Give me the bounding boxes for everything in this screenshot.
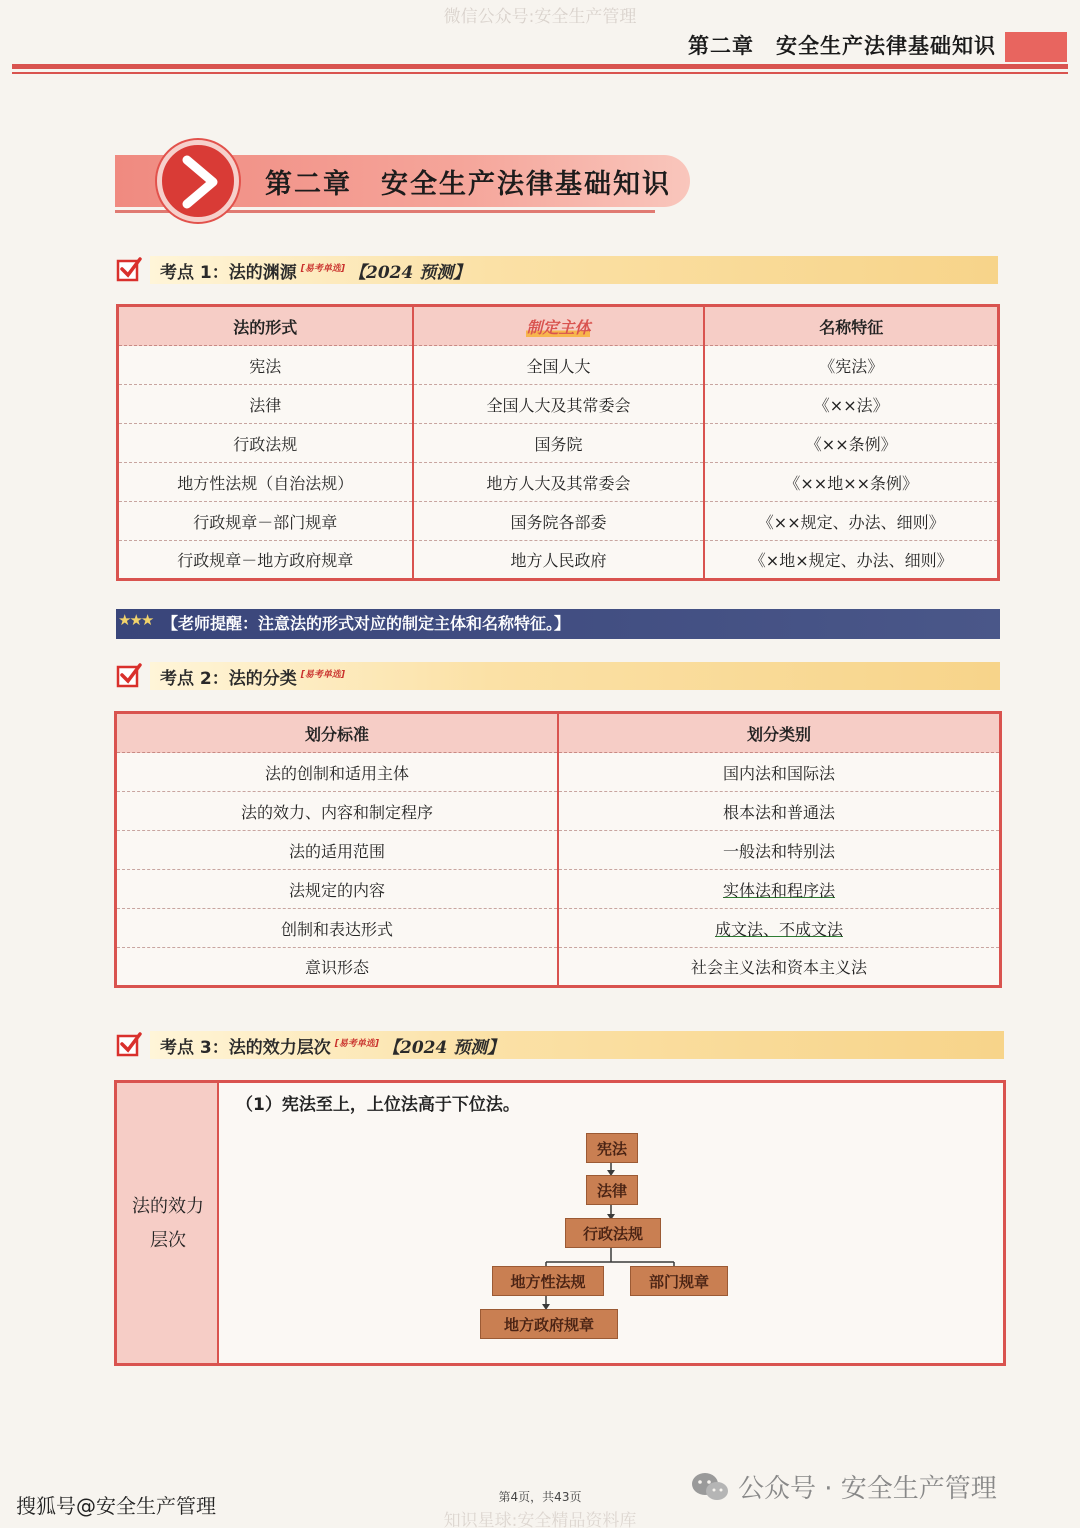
table-cell: 《××地××条例》 bbox=[704, 463, 998, 502]
table-header-cell: 名称特征 bbox=[704, 306, 998, 346]
table-cell: 创制和表达形式 bbox=[116, 909, 559, 948]
table-row bbox=[116, 909, 1001, 948]
table-row bbox=[118, 541, 999, 580]
hierarchy-point-1: （1）宪法至上，上位法高于下位法。 bbox=[236, 1095, 520, 1115]
table-header-cell: 划分标准 bbox=[116, 713, 559, 753]
checkbox-checked-icon bbox=[116, 662, 142, 688]
table-cell: 法律 bbox=[118, 385, 413, 424]
table-header-cell bbox=[413, 306, 705, 346]
table-cell: 法的创制和适用主体 bbox=[116, 753, 559, 792]
table-row bbox=[116, 831, 1001, 870]
table-cell: 《××规定、办法、细则》 bbox=[704, 502, 998, 541]
table-cell: 行政规章－地方政府规章 bbox=[118, 541, 413, 580]
table-cell: 全国人大 bbox=[413, 346, 705, 385]
footer-source: 搜狐号@安全生产管理 bbox=[16, 1494, 216, 1518]
node-local-government-rule: 地方政府规章 bbox=[480, 1309, 618, 1339]
law-classification-table bbox=[114, 711, 1002, 988]
section1-label: 考点 1：法的渊源 bbox=[160, 263, 297, 283]
bottom-watermark: 知识星球:安全精品资料库 bbox=[443, 1511, 637, 1528]
table-row bbox=[116, 753, 1001, 792]
checkbox-checked-icon bbox=[116, 1031, 142, 1057]
table-header-cell: 划分类别 bbox=[558, 713, 1001, 753]
table-row bbox=[118, 346, 999, 385]
top-watermark: 微信公众号:安全生产管理 bbox=[443, 7, 637, 27]
node-administrative-regulation: 行政法规 bbox=[565, 1218, 661, 1248]
table-row bbox=[118, 385, 999, 424]
table-cell: 法规定的内容 bbox=[116, 870, 559, 909]
header-accent-block bbox=[1005, 32, 1067, 62]
section2-heading bbox=[160, 664, 349, 689]
table-row bbox=[118, 463, 999, 502]
table-cell: 《××条例》 bbox=[704, 424, 998, 463]
table-header-highlight: 制定主体 bbox=[526, 317, 591, 337]
teacher-reminder-bar: 【老师提醒：注意法的形式对应的制定主体和名称特征。】 bbox=[116, 609, 1000, 639]
table-cell: 实体法和程序法 bbox=[558, 870, 1001, 909]
table-row bbox=[116, 870, 1001, 909]
table-header-cell: 法的形式 bbox=[118, 306, 413, 346]
section3-year: 【2024 预测】 bbox=[382, 1038, 505, 1058]
table-row bbox=[118, 502, 999, 541]
footer-official-account: 公众号 · 安全生产管理 bbox=[738, 1474, 997, 1504]
section3-heading bbox=[160, 1033, 504, 1058]
table-cell: 地方人大及其常委会 bbox=[413, 463, 705, 502]
table-cell: 国务院 bbox=[413, 424, 705, 463]
section3-label: 考点 3：法的效力层次 bbox=[160, 1038, 331, 1058]
law-sources-table bbox=[116, 304, 1000, 581]
table-cell: 《宪法》 bbox=[704, 346, 998, 385]
table-row bbox=[116, 792, 1001, 831]
table-cell: 全国人大及其常委会 bbox=[413, 385, 705, 424]
table-cell: 法的效力、内容和制定程序 bbox=[116, 792, 559, 831]
table-cell: 《×地×规定、办法、细则》 bbox=[704, 541, 998, 580]
section3-tag: [易考单选] bbox=[334, 1039, 379, 1050]
section1-year: 【2024 预测】 bbox=[348, 263, 471, 283]
table-row bbox=[118, 424, 999, 463]
section1-heading bbox=[160, 258, 470, 283]
table-header-row bbox=[118, 306, 999, 346]
table-row bbox=[116, 948, 1001, 987]
header-rule bbox=[12, 64, 1068, 69]
wechat-icon bbox=[690, 1470, 730, 1504]
node-law: 法律 bbox=[586, 1175, 638, 1205]
page-number: 第4页，共43页 bbox=[498, 1490, 582, 1504]
table-cell: 国务院各部委 bbox=[413, 502, 705, 541]
table-cell: 地方性法规（自治法规） bbox=[118, 463, 413, 502]
header-rule-thin bbox=[12, 72, 1068, 74]
chapter-title: 第二章 安全生产法律基础知识 bbox=[265, 169, 671, 200]
table-cell: 意识形态 bbox=[116, 948, 559, 987]
table-cell: 地方人民政府 bbox=[413, 541, 705, 580]
table-cell: 行政规章－部门规章 bbox=[118, 502, 413, 541]
section2-label: 考点 2：法的分类 bbox=[160, 669, 297, 689]
chevron-right-icon bbox=[175, 154, 225, 210]
stars-icon: ★★★ bbox=[118, 611, 153, 629]
node-department-rule: 部门规章 bbox=[630, 1266, 728, 1296]
table-cell: 行政法规 bbox=[118, 424, 413, 463]
table-cell: 《××法》 bbox=[704, 385, 998, 424]
table-cell: 宪法 bbox=[118, 346, 413, 385]
checkbox-checked-icon bbox=[116, 256, 142, 282]
table-header-row bbox=[116, 713, 1001, 753]
header-chapter-title: 第二章 安全生产法律基础知识 bbox=[688, 34, 996, 58]
table-cell: 法的适用范围 bbox=[116, 831, 559, 870]
table-cell: 一般法和特别法 bbox=[558, 831, 1001, 870]
hierarchy-side-label: 法的效力层次 bbox=[132, 1196, 204, 1251]
section2-tag: [易考单选] bbox=[300, 670, 345, 681]
node-constitution: 宪法 bbox=[586, 1133, 638, 1163]
table-cell: 根本法和普通法 bbox=[558, 792, 1001, 831]
section1-tag: [易考单选] bbox=[300, 264, 345, 275]
table-cell: 成文法、不成文法 bbox=[558, 909, 1001, 948]
table-cell: 社会主义法和资本主义法 bbox=[558, 948, 1001, 987]
node-local-regulation: 地方性法规 bbox=[492, 1266, 604, 1296]
table-cell: 国内法和国际法 bbox=[558, 753, 1001, 792]
